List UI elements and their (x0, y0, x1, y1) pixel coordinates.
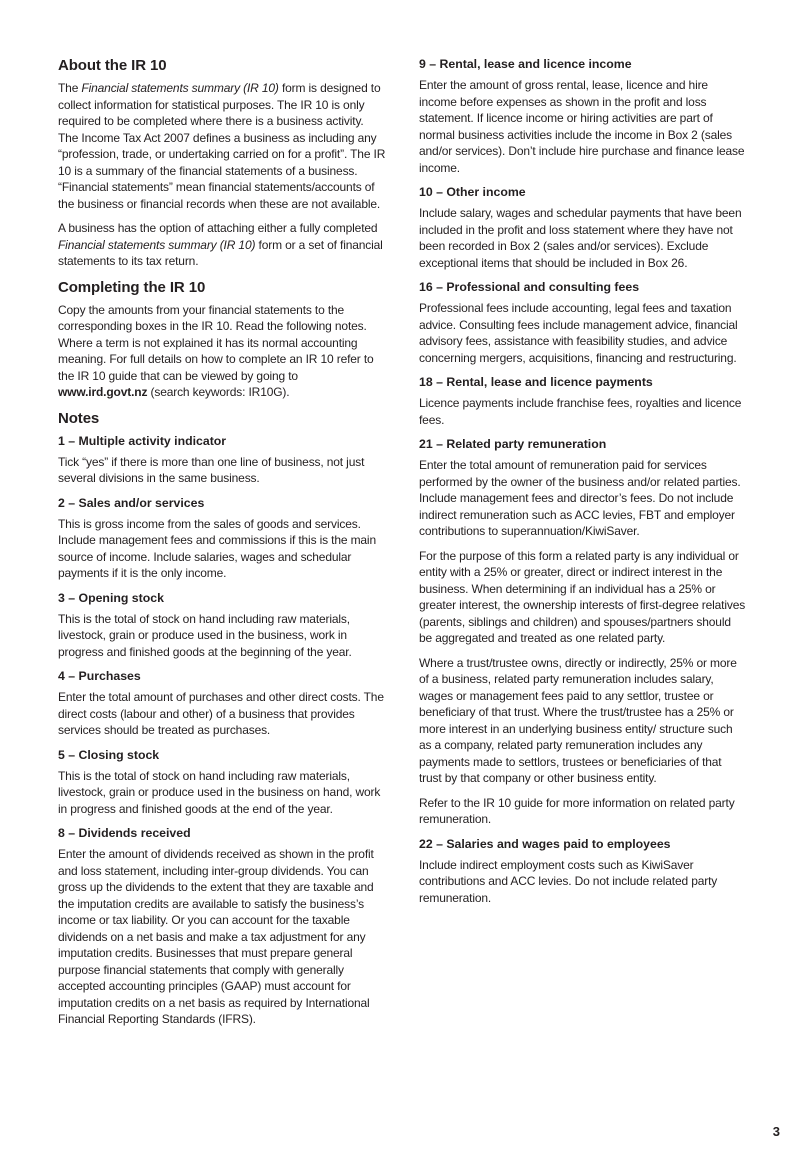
italic-form-title: Financial statements summary (IR 10) (58, 237, 256, 252)
text-run: Refer to the IR 10 guide for more information on related party remuneration. (419, 795, 735, 826)
paragraph (419, 548, 747, 647)
right-column (419, 56, 747, 914)
section-9-rental-lease-and-licence-income (419, 56, 747, 176)
paragraph (419, 205, 747, 271)
section-4-purchases (58, 668, 386, 739)
section-3-opening-stock (58, 590, 386, 661)
section-heading: Notes (58, 409, 100, 427)
paragraph (58, 80, 386, 212)
section-heading: 3 – Opening stock (58, 590, 164, 605)
section-16-professional-and-consulting-fees (419, 279, 747, 366)
section-heading: 16 – Professional and consulting fees (419, 280, 640, 294)
paragraph (419, 395, 747, 428)
section-heading: 1 – Multiple activity indicator (58, 433, 227, 448)
text-run: A business has the option of attaching either a fully completed (58, 221, 378, 235)
text-run: This is the total of stock on hand including raw materials, livestock, grain or produce used in the business, work in progress and finished goods at the beginning of the year. (58, 611, 352, 659)
left-column (58, 56, 386, 1036)
website-link-text: www.ird.govt.nz (58, 385, 148, 399)
section-10-other-income (419, 184, 747, 271)
text-run: Copy the amounts from your financial statements to the corresponding boxes in the IR 10. Read the following notes. Where a term is not explained it has its normal accounting meaning. For full details on how to complete an IR 10 refer to the IR 10 guide that can be viewed by going to (58, 302, 374, 383)
section-heading: 21 – Related party remuneration (419, 437, 607, 451)
text-run: Include indirect employment costs such as KiwiSaver contributions and ACC levies. Do not include related party remuneration. (419, 857, 718, 905)
paragraph (58, 516, 386, 582)
text-run: form is designed to collect information for statistical purposes. The IR 10 is only required to be completed where there is a business activity. The Income Tax Act 2007 defines a business as including any “profession, trade, or undertaking carried on for a profit”. The IR 10 is a summary of the financial statements of a business. “Financial statements” mean financial statements/accounts of the business or financial records when these are not available. (58, 81, 386, 211)
paragraph (419, 795, 747, 828)
section-8-dividends-received (58, 825, 386, 1028)
paragraph (419, 857, 747, 907)
paragraph (58, 768, 386, 818)
section-5-closing-stock (58, 747, 386, 818)
section-notes (58, 409, 386, 428)
page-number: 3 (772, 1124, 780, 1139)
paragraph (419, 300, 747, 366)
italic-form-title: Financial statements summary (IR 10) (81, 81, 279, 95)
paragraph (58, 689, 386, 739)
section-2-sales-and-or-services (58, 495, 386, 582)
section-heading: 8 – Dividends received (58, 826, 191, 840)
section-heading: 5 – Closing stock (58, 747, 160, 762)
section-1-multiple-activity-indicator (58, 433, 386, 487)
text-run: Licence payments include franchise fees, royalties and licence fees. (419, 396, 742, 427)
section-heading: 4 – Purchases (58, 669, 141, 683)
section-heading: 18 – Rental, lease and licence payments (419, 375, 653, 389)
text-run: For the purpose of this form a related party is any individual or entity with a 25% or greater, direct or indirect interest in the business. When determining if an individual has a 25% or greater interest, the ownership interests of first-degree relatives (parents, siblings and children) and spouses/partners should be aggregated and treated as one related party. (419, 548, 746, 645)
text-run: (search keywords: IR10G). (147, 385, 290, 399)
paragraph (58, 846, 386, 1028)
paragraph (419, 457, 747, 540)
text-run: The (58, 81, 82, 95)
paragraph (58, 302, 386, 401)
section-heading: 2 – Sales and/or services (58, 495, 205, 510)
section-22-salaries-and-wages-paid-to-employees (419, 836, 747, 907)
paragraph (419, 655, 747, 787)
text-run: form or a set of financial statements to its tax return. (58, 237, 383, 268)
section-18-rental-lease-and-licence-payments (419, 374, 747, 428)
section-completing-the-ir-10 (58, 278, 386, 401)
section-21-related-party-remuneration (419, 436, 747, 828)
paragraph (58, 611, 386, 661)
text-run: This is the total of stock on hand including raw materials, livestock, grain or produce used in the business on hand, work in progress and finished goods at the end of the year. (58, 768, 381, 816)
paragraph (58, 220, 386, 270)
section-heading: Completing the IR 10 (58, 278, 206, 296)
paragraph (58, 454, 386, 487)
section-about-the-ir-10 (58, 56, 386, 270)
paragraph (419, 77, 747, 176)
text-run: Professional fees include accounting, legal fees and taxation advice. Consulting fees include management advice, financial advisory fees, assistance with feasibility studies, and advice concerning mergers, acquisitions, financing and restructuring. (419, 301, 738, 365)
text-run: This is gross income from the sales of goods and services. Include management fees and commissions if this is the main source of income. Include salaries, wages and schedular payments if it is the only income. (58, 516, 376, 580)
section-heading: 9 – Rental, lease and licence income (419, 57, 632, 71)
text-run: Include salary, wages and schedular payments that have been included in the profit and loss statement where they have not been recorded in Box 2 (sales and/or services). Exclude exceptional items that should be included in Box 26. (419, 206, 742, 270)
text-run: Enter the amount of dividends received as shown in the profit and loss statement, including inter-group dividends. You can gross up the dividends to the extent that they are taxable and the imputation credits are available to satisfy the business’s income or tax liability. Or you can account for the taxable dividends on a net basis and make a tax adjustment for any imputation credits. Businesses that must prepare general purpose financial statements that comply with generally accepted accounting principles (GAAP) must account for imputation credits on a net basis as required by International Financial Reporting Standards (IFRS). (58, 847, 374, 1026)
text-run: Enter the amount of gross rental, lease, licence and hire income before expenses as shown in the profit and loss statement. If licence income or hiring activities are part of normal business activities include the income in Box 2 (sales and/or services). Don’t include hire purchase and finance lease income. (419, 78, 745, 175)
text-run: Enter the total amount of purchases and other direct costs. The direct costs (labour and other) of a business that provides services should be treated as purchases. (58, 690, 384, 737)
text-run: Tick “yes” if there is more than one line of business, not just several divisions in the same business. (58, 454, 365, 485)
section-heading: 10 – Other income (419, 185, 526, 199)
section-heading: 22 – Salaries and wages paid to employees (419, 836, 671, 851)
text-run: Where a trust/trustee owns, directly or indirectly, 25% or more of a business, related party remuneration includes salary, wages or management fees paid to any settlor, trustee or beneficiary of that trust. Where the trust/trustee has a 25% or more interest in an underlying business entity/ structure such as a company, related party remuneration includes any payments made to settlors, trustees or beneficiaries of that trust by that company or other business entity. (419, 655, 737, 785)
section-heading: About the IR 10 (58, 57, 167, 74)
text-run: Enter the total amount of remuneration paid for services performed by the owner of the business and/or related parties. Include management fees and director’s fees. Do not include indirect remuneration such as ACC levies, FBT and employer contributions to superannuation/KiwiSaver. (419, 458, 741, 538)
